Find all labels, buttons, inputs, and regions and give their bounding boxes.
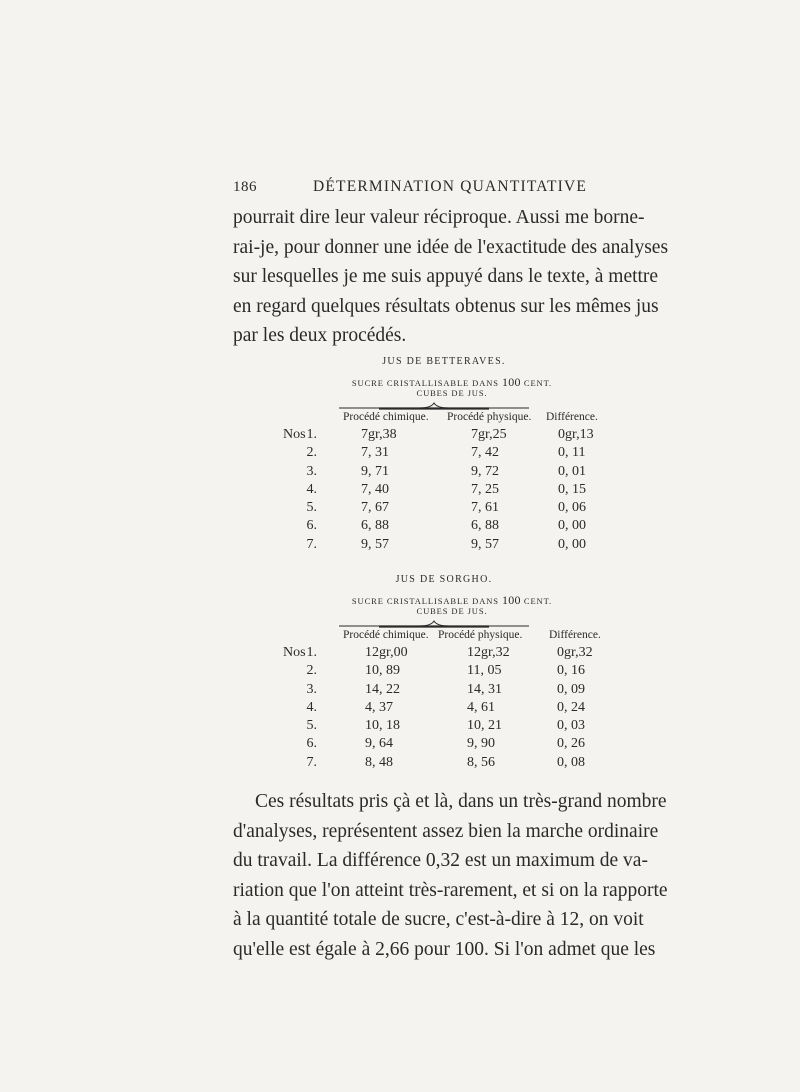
row-number: 3. [306,681,317,697]
cell-physique: 12gr,32 [467,645,510,660]
row-number: 7. [306,754,317,770]
row-number: 5. [306,718,317,734]
row-number: 6. [306,736,317,752]
text-line: du travail. La différence 0,32 est un maximum de va- [233,850,648,871]
table-row [233,464,643,482]
row-number: 2. [306,445,317,461]
cell-difference: 0, 03 [557,718,585,734]
table-row [233,700,643,718]
cell-difference: 0, 00 [558,518,586,534]
ornamental-rule [339,618,529,628]
table-row [233,427,643,445]
row-number: 3. [306,463,317,479]
cell-chimique: 10, 89 [365,663,400,679]
cell-difference: 0, 15 [558,481,586,497]
table-row [233,736,643,754]
text-line: en regard quelques résultats obtenus sur les mêmes jus [233,295,659,317]
table-jus-de-betteraves [233,356,643,555]
cell-physique: 9, 57 [471,536,499,552]
cell-physique: 9, 72 [471,463,499,479]
cell-difference: 0, 00 [558,536,586,552]
row-number: 1. [306,427,317,442]
text-line: par les deux procédés. [233,325,407,346]
text-line: à la quantité totale de sucre, c'est-à-dire à 12, on voit [233,909,644,930]
cell-difference: 0, 06 [558,500,586,516]
cell-physique: 4, 61 [467,699,495,715]
page-number: 186 [233,179,257,195]
table-rows [233,427,643,555]
column-header: Différence. [549,629,601,641]
cell-difference: 0, 11 [558,445,586,461]
table-row [233,645,643,663]
table-row [233,718,643,736]
column-header: Différence. [546,411,598,423]
row-number: 2. [306,663,317,679]
cell-chimique: 7gr,38 [361,427,397,442]
text-line: d'analyses, représentent assez bien la marche ordinaire [233,820,659,842]
row-prefix: Nos [283,427,306,442]
cell-physique: 10, 21 [467,718,502,734]
table-row [233,755,643,773]
cell-chimique: 9, 64 [365,736,393,752]
page-header [233,178,643,196]
cell-physique: 7gr,25 [471,427,507,442]
subtitle-part: CENT. [523,378,553,388]
cell-chimique: 7, 67 [361,500,389,516]
cell-physique: 7, 61 [471,500,499,516]
table-row [233,500,643,518]
text-line: rai-je, pour donner une idée de l'exactitude des analyses [233,236,669,258]
table-row [233,445,643,463]
cell-difference: 0gr,32 [557,645,593,660]
cell-physique: 8, 56 [467,754,495,770]
text-line: qu'elle est égale à 2,66 pour 100. Si l'on admet que les [233,938,656,960]
table-rows [233,645,643,773]
subtitle-part: CENT. [523,596,553,606]
cell-physique: 11, 05 [467,663,502,679]
row-number: 4. [306,481,317,497]
text-line: sur lesquelles je me suis appuyé dans le texte, à mettre [233,266,659,287]
table-row [233,537,643,555]
cell-physique: 14, 31 [467,681,502,697]
table-title: JUS DE SORGHO. [395,574,493,585]
subtitle-number: 100 [501,375,521,389]
column-headers [233,629,643,645]
cell-physique: 7, 25 [471,481,499,497]
row-prefix: Nos [283,645,306,660]
subtitle-number: 100 [501,593,521,607]
cell-difference: 0, 24 [557,699,585,715]
text-line: pourrait dire leur valeur réciproque. Aussi me borne- [233,207,645,228]
cell-physique: 9, 90 [467,736,495,752]
cell-physique: 6, 88 [471,518,499,534]
running-head: DÉTERMINATION QUANTITATIVE [313,178,588,195]
paragraph-2 [233,787,668,964]
table-subtitle [261,377,643,398]
table-title: JUS DE BETTERAVES. [382,356,506,367]
cell-chimique: 9, 57 [361,536,389,552]
cell-chimique: 4, 37 [365,699,393,715]
row-number: 1. [306,645,317,660]
column-header: Procédé physique. [447,411,532,423]
cell-chimique: 10, 18 [365,718,400,734]
table-row [233,682,643,700]
cell-difference: 0gr,13 [558,427,594,442]
cell-chimique: 7, 40 [361,481,389,497]
cell-chimique: 8, 48 [365,754,393,770]
table-row [233,518,643,536]
table-row [233,663,643,681]
cell-difference: 0, 09 [557,681,585,697]
table-jus-de-sorgho [233,574,643,773]
cell-physique: 7, 42 [471,445,499,461]
cell-chimique: 14, 22 [365,681,400,697]
column-headers [233,411,643,427]
row-number: 7. [306,536,317,552]
cell-chimique: 9, 71 [361,463,389,479]
subtitle-part: CUBES DE JUS. [416,606,488,616]
ornamental-rule [339,400,529,410]
cell-chimique: 12gr,00 [365,645,408,660]
text-line: Ces résultats pris çà et là, dans un très-grand nombre [255,791,667,812]
table-row [233,482,643,500]
column-header: Procédé chimique. [343,411,429,423]
paragraph-1 [233,203,669,351]
cell-chimique: 7, 31 [361,445,389,461]
subtitle-part: CUBES DE JUS. [416,388,488,398]
cell-difference: 0, 16 [557,663,585,679]
row-number: 6. [306,518,317,534]
subtitle-part: SUCRE CRISTALLISABLE DANS [351,596,499,606]
cell-difference: 0, 08 [557,754,585,770]
row-number: 4. [306,699,317,715]
cell-chimique: 6, 88 [361,518,389,534]
column-header: Procédé physique. [438,629,523,641]
cell-difference: 0, 01 [558,463,586,479]
row-number: 5. [306,500,317,516]
cell-difference: 0, 26 [557,736,585,752]
column-header: Procédé chimique. [343,629,429,641]
subtitle-part: SUCRE CRISTALLISABLE DANS [351,378,499,388]
table-subtitle [261,595,643,616]
text-line: riation que l'on atteint très-rarement, et si on la rapporte [233,879,668,901]
